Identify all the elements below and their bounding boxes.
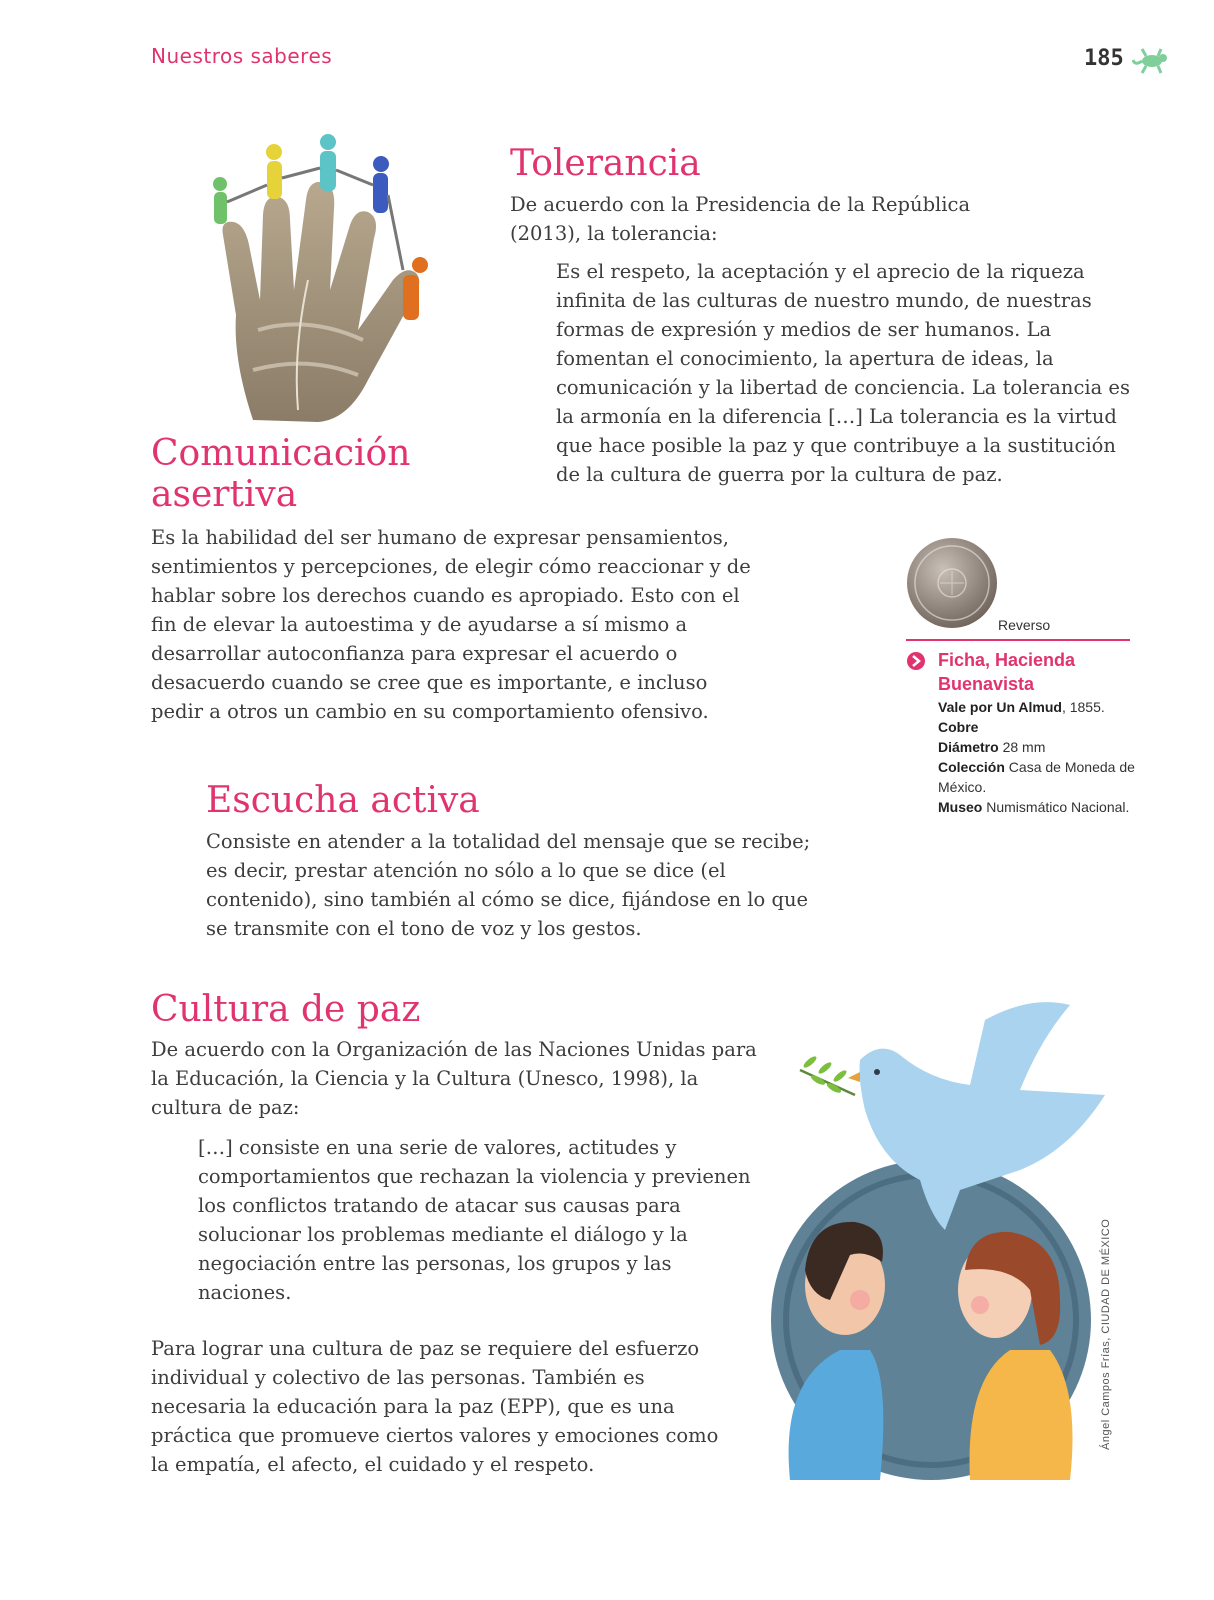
coin-diametro-label: Diámetro [938, 739, 999, 755]
coin-vale-label: Vale por Un Almud [938, 699, 1062, 715]
coin-museo-label: Museo [938, 799, 983, 815]
coin-diametro-value: 28 mm [998, 739, 1046, 755]
cultura-quote: […] consiste en una serie de valores, actitudes y comportamientos que rechazan la violencia y previenen los conflictos tratando de atacar sus causas para solucionar los problemas mediante el diálogo y la negociación entre las personas, los grupos y las naciones. [198, 1136, 751, 1304]
tolerancia-title: Tolerancia [510, 143, 701, 184]
hand-people-illustration [198, 130, 448, 430]
coin-details [938, 697, 1138, 817]
coin-title-line2: Buenavista [938, 674, 1035, 694]
coin-coleccion-value: Casa de Moneda de México. [938, 759, 1135, 795]
page-number: 185 [1084, 46, 1124, 71]
escucha-body: Consiste en atender a la totalidad del mensaje que se recibe; es decir, prestar atención no sólo a lo que se dice (el contenido), sino también al cómo se dice, fijándose en lo que se transmite con el tono de voz y los gestos. [206, 830, 811, 940]
lizard-icon [1132, 44, 1172, 78]
escucha-title: Escucha activa [206, 780, 480, 821]
comunicacion-title [151, 433, 410, 515]
coin-material: Cobre [938, 719, 979, 735]
section-label: Nuestros saberes [151, 44, 333, 68]
tolerancia-intro: De acuerdo con la Presidencia de la República (2013), la tolerancia: [510, 193, 971, 245]
cultura-intro: De acuerdo con la Organización de las Naciones Unidas para la Educación, la Ciencia y la Cultura (Unesco, 1998), la cultura de paz: [151, 1038, 757, 1119]
coin-vale-value: , 1855. [1061, 699, 1105, 715]
chevron-right-circle-icon [906, 651, 926, 671]
coin-title [938, 648, 1075, 696]
coin-museo-value: Numismático Nacional. [982, 799, 1130, 815]
comunicacion-title-line2: asertiva [151, 474, 298, 515]
cultura-title: Cultura de paz [151, 989, 421, 1030]
coin-caption: Reverso [998, 617, 1051, 633]
comunicacion-body: Es la habilidad del ser humano de expresar pensamientos, sentimientos y percepciones, de elegir cómo reaccionar y de hablar sobre los derechos cuando es apropiado. Esto con el fin de elevar la autoestima y de ayudarse a sí mismo a desarrollar autoconfianza para expresar el acuerdo o desacuerdo cuando se cree que es importante, e incluso pedir a otros un cambio en su comportamiento ofensivo. [151, 526, 751, 723]
tolerancia-quote: Es el respeto, la aceptación y el aprecio de la riqueza infinita de las culturas de nuestro mundo, de nuestras formas de expresión y medios de ser humanos. La fomentan el conocimiento, la apertura de ideas, la comunicación y la libertad de conciencia. La tolerancia es la armonía en la diferencia […] La tolerancia es la virtud que hace posible la paz y que contribuye a la sustitución de la cultura de guerra por la cultura de paz. [556, 260, 1130, 486]
peace-illustration [770, 1000, 1120, 1490]
coin-title-line1: Ficha, Hacienda [938, 650, 1076, 670]
illustration-credit: Ángel Campos Frías, CIUDAD DE MÉXICO [1100, 1218, 1112, 1450]
coin-image [906, 537, 998, 629]
coin-divider [906, 639, 1130, 641]
coin-coleccion-label: Colección [938, 759, 1005, 775]
cultura-closing: Para lograr una cultura de paz se requiere del esfuerzo individual y colectivo de las personas. También es necesaria la educación para la paz (EPP), que es una práctica que promueve ciertos valores y emociones como la empatía, el afecto, el cuidado y el respeto. [151, 1337, 719, 1476]
comunicacion-title-line1: Comunicación [151, 433, 411, 474]
